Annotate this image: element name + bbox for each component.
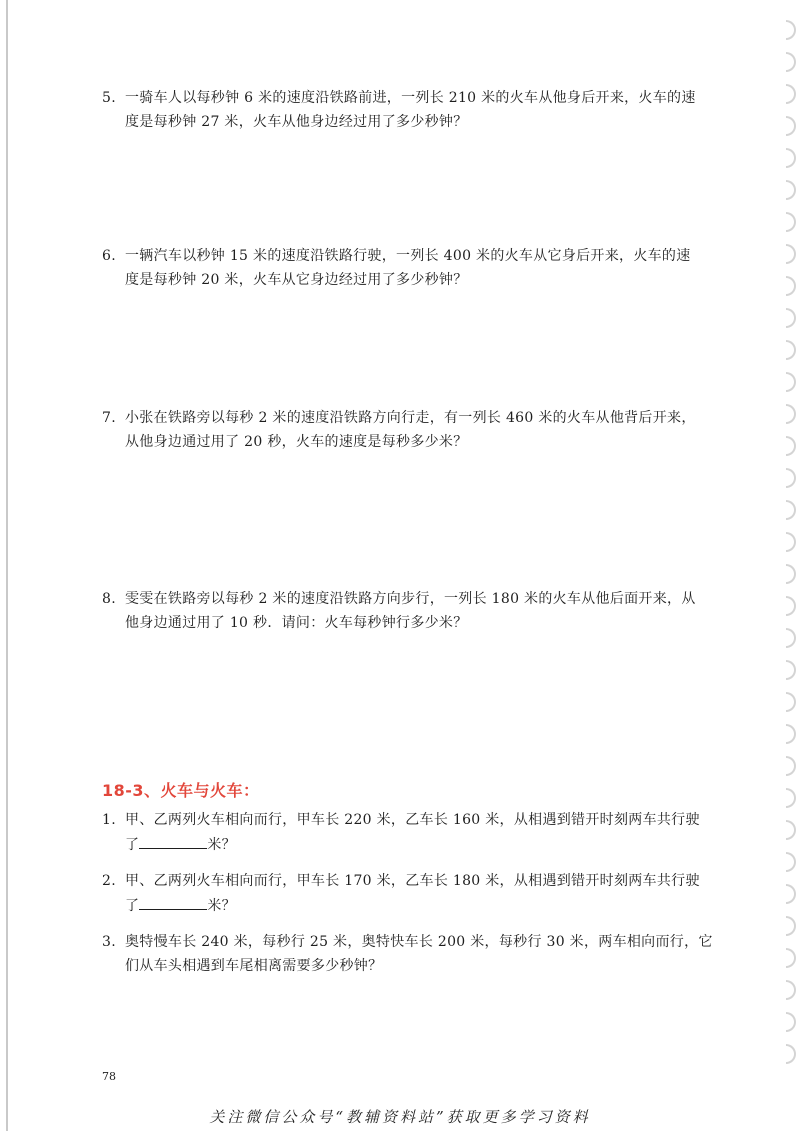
spiral-ring (786, 660, 796, 680)
question-text-line2 (102, 893, 742, 918)
question-text-line2 (102, 832, 742, 857)
answer-prefix: 了 (125, 837, 140, 853)
spiral-ring (786, 756, 796, 776)
spiral-ring (786, 148, 796, 168)
question-8 (102, 587, 742, 635)
spiral-ring (786, 820, 796, 840)
question-text-line1: 奥特慢车长 240 米，每秒行 25 米，奥特快车长 200 米，每秒行 30 米，两车相向而行，它 (125, 934, 713, 950)
spiral-ring (786, 436, 796, 456)
question-text-line1: 一辆汽车以秒钟 15 米的速度沿铁路行驶，一列长 400 米的火车从它身后开来，火车的速 (125, 248, 691, 264)
section-question-2 (102, 869, 742, 918)
question-5 (102, 86, 742, 134)
spiral-ring (786, 468, 796, 488)
question-text-line1: 雯雯在铁路旁以每秒 2 米的速度沿铁路方向步行，一列长 180 米的火车从他后面开来，从 (125, 591, 696, 607)
section-question-3 (102, 930, 742, 978)
spiral-ring (786, 404, 796, 424)
question-number: 3. (102, 934, 116, 950)
page-number: 78 (102, 1070, 116, 1083)
question-number: 2. (102, 873, 116, 889)
question-text-line2: 从他身边通过用了 20 秒，火车的速度是每秒多少米？ (125, 434, 468, 450)
spiral-ring (786, 628, 796, 648)
spiral-ring (786, 244, 796, 264)
question-7 (102, 406, 742, 454)
spiral-ring (786, 180, 796, 200)
spiral-ring (786, 212, 796, 232)
spiral-ring (786, 500, 796, 520)
section-question-1 (102, 808, 742, 857)
footer-note: 关注微信公众号“教辅资料站”获取更多学习资料 (209, 1108, 591, 1126)
spiral-ring (786, 532, 796, 552)
spiral-ring (786, 340, 796, 360)
question-6 (102, 244, 742, 292)
question-number: 8. (102, 591, 116, 607)
spiral-ring (786, 692, 796, 712)
spiral-ring (786, 20, 796, 40)
spiral-ring (786, 916, 796, 936)
spiral-ring (786, 884, 796, 904)
question-number: 7. (102, 410, 116, 426)
question-number: 5. (102, 90, 116, 106)
question-text-line1: 甲、乙两列火车相向而行，甲车长 220 米，乙车长 160 米，从相遇到错开时刻两车共行驶 (125, 812, 700, 828)
section-heading: 18-3、火车与火车： (102, 781, 260, 800)
spiral-ring (786, 564, 796, 584)
answer-blank[interactable] (139, 893, 207, 910)
answer-suffix: 米？ (207, 898, 236, 914)
spiral-ring (786, 980, 796, 1000)
page-edge-line (6, 0, 8, 1131)
spiral-ring (786, 84, 796, 104)
spiral-ring (786, 1012, 796, 1032)
question-text-line1: 一骑车人以每秒钟 6 米的速度沿铁路前进，一列长 210 米的火车从他身后开来，火车的速 (125, 90, 696, 106)
answer-suffix: 米？ (207, 837, 236, 853)
spiral-ring (786, 948, 796, 968)
spiral-ring (786, 788, 796, 808)
question-text-line2: 度是每秒钟 20 米，火车从它身边经过用了多少秒钟？ (125, 272, 468, 288)
answer-blank[interactable] (139, 832, 207, 849)
spiral-ring (786, 276, 796, 296)
answer-prefix: 了 (125, 898, 140, 914)
spiral-ring (786, 116, 796, 136)
question-text-line2: 度是每秒钟 27 米，火车从他身边经过用了多少秒钟？ (125, 114, 468, 130)
spiral-ring (786, 372, 796, 392)
question-number: 1. (102, 812, 116, 828)
spiral-binding (780, 20, 800, 1080)
spiral-ring (786, 852, 796, 872)
question-text-line2: 他身边通过用了 10 秒．请问：火车每秒钟行多少米？ (125, 615, 468, 631)
question-text-line1: 甲、乙两列火车相向而行，甲车长 170 米，乙车长 180 米，从相遇到错开时刻两车共行驶 (125, 873, 700, 889)
spiral-ring (786, 308, 796, 328)
question-number: 6. (102, 248, 116, 264)
spiral-ring (786, 1044, 796, 1064)
spiral-ring (786, 724, 796, 744)
question-text-line1: 小张在铁路旁以每秒 2 米的速度沿铁路方向行走，有一列长 460 米的火车从他背后开来， (125, 410, 696, 426)
spiral-ring (786, 52, 796, 72)
spiral-ring (786, 596, 796, 616)
question-text-line2: 们从车头相遇到车尾相离需要多少秒钟？ (125, 958, 383, 974)
